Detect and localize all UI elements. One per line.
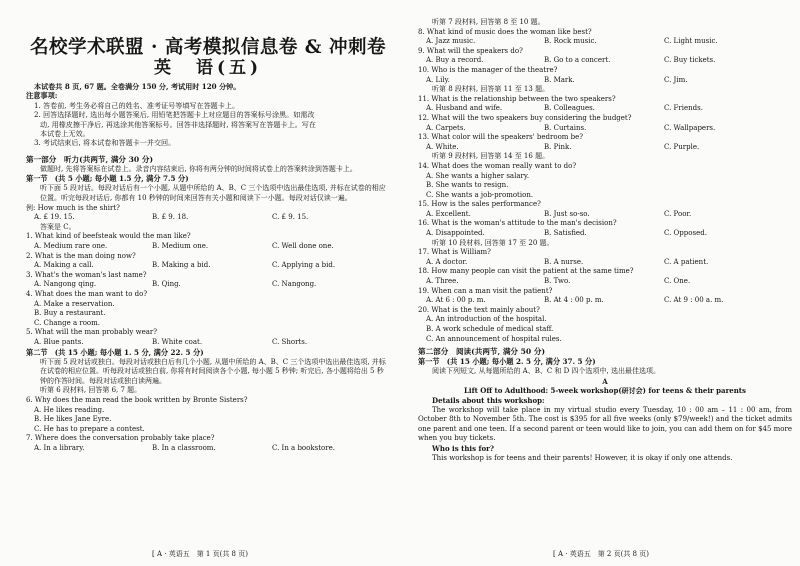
listen-instruction: 听第 10 段材料, 回答第 17 至 20 题。 <box>432 238 554 247</box>
option: B. At 4 : 00 p. m. <box>544 296 604 305</box>
option: A. Disappointed. <box>426 229 485 238</box>
question-stem: 13. What color will the speakers' bedroom be? <box>418 133 584 142</box>
option: A. In a library. <box>34 443 85 452</box>
question-options <box>418 296 792 306</box>
question-options <box>26 280 390 290</box>
question-stem: 11. What is the relationship between the two speakers? <box>418 94 616 103</box>
question-options <box>418 258 792 268</box>
option: C. Buy tickets. <box>664 56 716 65</box>
option: C. At 9 : 00 a. m. <box>664 296 724 305</box>
option: B. Qing. <box>152 280 181 289</box>
question-stem: 4. What does the man want to do? <box>26 289 148 298</box>
question-stem: 14. What does the woman really want to do? <box>418 161 577 170</box>
option: B. Colleagues. <box>544 104 595 113</box>
option: A. An introduction of the hospital. <box>426 315 547 324</box>
option: A. At 6 : 00 p. m. <box>426 296 486 305</box>
option: B. White coat. <box>152 337 203 346</box>
who-paragraph: This workshop is for teens and their parents! However, it is okay if only one attends. <box>432 453 733 462</box>
option: C. A patient. <box>664 257 709 266</box>
option: B. Curtains. <box>544 123 587 132</box>
exam-info: 本试卷共 8 页, 67 题。全卷满分 150 分, 考试用时 120 分钟。 <box>34 82 241 91</box>
option: B. Medium one. <box>152 242 209 250</box>
option: A. Medium rare one. <box>34 242 108 250</box>
question-stem: 8. What kind of music does the woman like best? <box>418 27 592 36</box>
option: C. Friends. <box>664 104 703 113</box>
listen-instruction: 听第 8 段材料, 回答第 11 至 13 题。 <box>432 85 550 94</box>
question-options <box>418 277 792 287</box>
question-options <box>26 338 390 348</box>
question-stem: 15. How is the sales performance? <box>418 200 541 209</box>
exam-title: 名校学术联盟 · 高考模拟信息卷 & 冲刺卷 <box>30 37 386 58</box>
question-stem: 2. What is the man doing now? <box>26 251 136 260</box>
option: A. Three. <box>426 277 459 286</box>
option: C. Purple. <box>664 142 700 151</box>
details-heading: Details about this workshop: <box>432 395 545 405</box>
listen-instruction: 听第 6 段材料, 回答第 6, 7 题。 <box>40 386 142 395</box>
question-stem: 9. What will the speakers do? <box>418 46 523 55</box>
option: A. Nangong qing. <box>34 280 97 289</box>
question-stem: 19. When can a man visit the patient? <box>418 286 553 295</box>
question-options <box>418 143 792 153</box>
question-stem: 16. What is the woman's attitude to the man's decision? <box>418 219 617 228</box>
question-options <box>418 56 792 66</box>
who-heading: Who is this for? <box>432 443 494 453</box>
question-stem: 1. What kind of beefsteak would the man like? <box>26 232 191 241</box>
section1-title: 第一节 (共 5 小题; 每小题 1.5 分, 满分 7.5 分) <box>26 174 189 184</box>
option: A. Husband and wife. <box>426 104 503 113</box>
page-footer: [ A · 英语五 第 2 页(共 8 页) <box>553 550 649 558</box>
part1-intro: 做题时, 先将答案标在试卷上。录音内容结束后, 你将有两分钟的时间将试卷上的答案转涂到答题卡上。 <box>40 164 357 173</box>
passage-letter: A <box>602 376 608 386</box>
note-line: 动, 用橡皮擦干净后, 再选涂其他答案标号。回答非选择题时, 将答案写在答题卡上。写在 <box>40 119 316 129</box>
notes-heading: 注意事项: <box>26 91 58 101</box>
example-answer: 答案是 C。 <box>40 222 76 231</box>
question-options <box>418 229 792 239</box>
option: A. She wants a higher salary. <box>426 171 530 180</box>
details-paragraph: The workshop will take place in my virtual studio every Tuesday, 10 : 00 am – 11 : 00 am, from October 8th to November 5th. The cost is $395 for all five weeks (only $79/week!) and the ticket admits one parent and one teen. If a second parent or teen would like to join, you can add them on for $45 more when you buy tickets. <box>418 405 792 443</box>
option: C. Shorts. <box>272 337 308 346</box>
option: B. Satisfied. <box>544 229 587 238</box>
option: A. Make a reservation. <box>34 299 115 308</box>
page-2 <box>402 0 800 566</box>
question-options <box>418 210 792 220</box>
question-stem: 12. What will the two speakers buy considering the budget? <box>418 113 632 122</box>
option: B. She wants to resign. <box>426 181 509 190</box>
option: A. Buy a record. <box>426 56 484 65</box>
option: B. A nurse. <box>544 257 584 266</box>
part2-section1-directions: 阅读下列短文, 从每题所给的 A、B、C 和 D 四个选项中, 选出最佳选项。 <box>432 367 660 376</box>
option: C. Jim. <box>664 75 688 84</box>
question-stem: 17. What is William? <box>418 248 491 257</box>
option: C. Change a room. <box>34 318 100 327</box>
example-question: 例: How much is the shirt? <box>26 203 120 212</box>
option: C. He has to prepare a contest. <box>34 424 145 433</box>
option: A. Blue pants. <box>34 337 84 346</box>
option: A. Jazz music. <box>426 37 476 46</box>
section2-title: 第二节 (共 15 小题; 每小题 1. 5 分, 满分 22. 5 分) <box>26 347 204 357</box>
option: C. Light music. <box>664 37 718 46</box>
question-options <box>26 444 390 454</box>
option: B. Making a bid. <box>152 261 211 270</box>
option: A. White. <box>426 142 459 151</box>
option: C. Well done one. <box>272 242 334 250</box>
option: C. Nangong. <box>272 280 317 289</box>
note-line: 3. 考试结束后, 将本试卷和答题卡一并交回。 <box>34 138 176 148</box>
note-line: 1. 答卷前, 考生务必将自己的姓名、准考证号等填写在答题卡上。 <box>34 100 240 110</box>
question-stem: 18. How many people can visit the patient at the same time? <box>418 267 634 276</box>
question-options <box>26 242 390 252</box>
part2-title: 第二部分 阅读(共两节, 满分 50 分) <box>418 347 546 357</box>
question-options <box>418 37 792 47</box>
option: C. £ 9. 15. <box>272 213 309 222</box>
note-line: 本试卷上无效。 <box>40 129 90 139</box>
option: C. One. <box>664 277 691 286</box>
question-stem: 5. What will the man probably wear? <box>26 328 157 337</box>
question-stem: 10. Who is the manager of the theatre? <box>418 65 558 74</box>
option: B. Pink. <box>544 142 572 151</box>
option: B. Rock music. <box>544 37 597 46</box>
option: B. £ 9. 18. <box>152 213 189 222</box>
option: C. In a bookstore. <box>272 443 335 452</box>
option: C. She wants a job-promotion. <box>426 190 534 199</box>
question-stem: 3. What's the woman's last name? <box>26 270 147 279</box>
option: B. Mark. <box>544 75 575 84</box>
section1-directions: 听下面 5 段对话。每段对话后有一个小题, 从题中所给的 A、B、C 三个选项中选出最佳选项, 并标在试卷的相应位置。听完每段对话后, 你都有 10 秒钟的时间来回答有关小题和阅读下一小题。每段对话仅读一遍。 <box>40 184 386 203</box>
option: B. Just so-so. <box>544 209 590 218</box>
option: C. Wallpapers. <box>664 123 716 132</box>
question-options <box>418 104 792 114</box>
option: A. £ 19. 15. <box>34 213 75 222</box>
listen-instruction: 听第 7 段材料, 回答第 8 至 10 题。 <box>432 18 545 26</box>
option: C. Applying a bid. <box>272 261 336 270</box>
example-options <box>26 213 390 223</box>
option: C. An announcement of hospital rules. <box>426 334 562 343</box>
part1-title: 第一部分 听力(共两节, 满分 30 分) <box>26 154 154 164</box>
option: B. In a classroom. <box>152 443 216 452</box>
option: C. Poor. <box>664 209 692 218</box>
question-options <box>26 261 390 271</box>
question-options <box>418 124 792 134</box>
note-line: 2. 回答选择题时, 选出每小题答案后, 用铅笔把答题卡上对应题目的答案标号涂黑。如需改 <box>34 110 315 120</box>
option: B. A work schedule of medical staff. <box>426 325 554 333</box>
option: A. He likes reading. <box>34 405 105 414</box>
option: B. He likes Jane Eyre. <box>34 415 112 424</box>
option: A. Making a call. <box>34 261 94 270</box>
option: B. Go to a concert. <box>544 56 611 65</box>
exam-subtitle: 英 语(五) <box>153 58 263 78</box>
question-options <box>418 76 792 86</box>
question-stem: 6. Why does the man read the book written by Bronte Sisters? <box>26 395 248 404</box>
option: C. Opposed. <box>664 229 707 238</box>
option: A. A doctor. <box>426 257 468 266</box>
option: A. Carpets. <box>426 123 466 132</box>
option: B. Buy a restaurant. <box>34 309 106 318</box>
question-stem: 20. What is the text mainly about? <box>418 305 540 314</box>
section2-directions: 听下面 5 段对话或独白。每段对话或独白后有几个小题, 从题中所给的 A、B、C 三个选项中选出最佳选项, 并标在试卷的相应位置。听每段对话或独白前, 你将有时间阅读各个小题, 每小题 5 秒钟; 听完后, 各小题将给出 5 秒钟的作答时间。每段对话或独白读两遍。 <box>40 357 386 385</box>
option: B. Two. <box>544 277 571 286</box>
question-stem: 7. Where does the conversation probably take place? <box>26 434 215 443</box>
listen-instruction: 听第 9 段材料, 回答第 14 至 16 题。 <box>432 152 550 161</box>
passage-title: Lift Off to Adulthood: 5-week workshop(研讨会) for teens & their parents <box>464 386 746 396</box>
option: A. Lily. <box>426 75 450 84</box>
option: A. Excellent. <box>426 209 471 218</box>
part2-section1-title: 第一节 (共 15 小题; 每小题 2. 5 分, 满分 37. 5 分) <box>418 357 596 367</box>
page-footer: [ A · 英语五 第 1 页(共 8 页) <box>152 550 248 558</box>
